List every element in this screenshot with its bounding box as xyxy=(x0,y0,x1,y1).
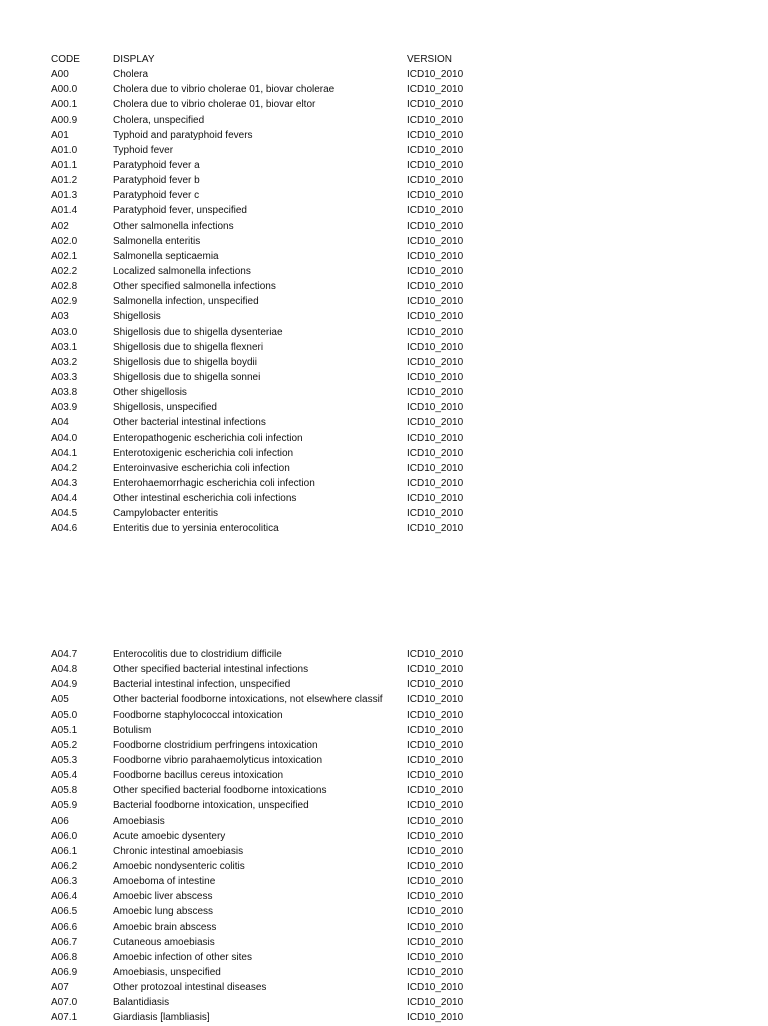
table-row xyxy=(51,294,491,309)
version-cell: ICD10_2010 xyxy=(407,491,463,506)
code-cell: A06.2 xyxy=(51,860,78,872)
display-cell: Other specified bacterial intestinal infections xyxy=(113,664,309,676)
display-cell: Shigellosis due to shigella flexneri xyxy=(113,341,264,353)
table-row xyxy=(51,506,491,521)
version-cell: ICD10_2010 xyxy=(407,370,463,385)
display-cell: Amoeboma of intestine xyxy=(113,876,216,888)
table-row xyxy=(51,173,491,188)
display-cell: Enterocolitis due to clostridium difficile xyxy=(113,649,282,660)
table-row xyxy=(51,995,491,1010)
code-cell: A05.2 xyxy=(51,739,78,751)
version-cell: ICD10_2010 xyxy=(407,738,463,753)
display-cell: Cholera due to vibrio cholerae 01, biovar eltor xyxy=(113,99,316,111)
code-cell: A06.1 xyxy=(51,845,78,857)
version-cell: ICD10_2010 xyxy=(407,128,463,143)
code-cell: A06.7 xyxy=(51,936,78,948)
code-cell: A06.0 xyxy=(51,830,78,842)
code-cell: A05.8 xyxy=(51,785,78,797)
version-cell: ICD10_2010 xyxy=(407,340,463,355)
column-header-code: CODE xyxy=(51,54,80,65)
display-cell: Amoebic infection of other sites xyxy=(113,951,252,963)
code-cell: A05.4 xyxy=(51,770,78,782)
display-cell: Paratyphoid fever b xyxy=(113,175,200,187)
code-cell: A04.5 xyxy=(51,508,78,520)
display-cell: Giardiasis [lambliasis] xyxy=(113,1012,210,1024)
display-cell: Amoebic liver abscess xyxy=(113,891,213,903)
table-row xyxy=(51,97,491,112)
code-cell: A03.2 xyxy=(51,356,78,368)
table-header-row xyxy=(51,52,491,67)
version-cell: ICD10_2010 xyxy=(407,829,463,844)
code-cell: A02.2 xyxy=(51,265,78,277)
version-cell: ICD10_2010 xyxy=(407,783,463,798)
table-row xyxy=(51,461,491,476)
version-cell: ICD10_2010 xyxy=(407,219,463,234)
table-row xyxy=(51,158,491,173)
table-row xyxy=(51,935,491,950)
display-cell: Other specified salmonella infections xyxy=(113,281,276,293)
version-cell: ICD10_2010 xyxy=(407,662,463,677)
version-cell: ICD10_2010 xyxy=(407,158,463,173)
version-cell: ICD10_2010 xyxy=(407,950,463,965)
table-row xyxy=(51,798,491,813)
display-cell: Other intestinal escherichia coli infections xyxy=(113,493,297,505)
table-row xyxy=(51,249,491,264)
code-cell: A02.0 xyxy=(51,235,78,247)
code-cell: A02.8 xyxy=(51,281,78,293)
code-cell: A01.0 xyxy=(51,144,78,156)
code-cell: A01.4 xyxy=(51,205,78,217)
display-cell: Typhoid fever xyxy=(113,144,174,156)
table-row xyxy=(51,647,491,662)
version-cell: ICD10_2010 xyxy=(407,920,463,935)
table-row xyxy=(51,692,491,707)
code-cell: A06.4 xyxy=(51,891,78,903)
code-cell: A06.9 xyxy=(51,966,78,978)
table-row xyxy=(51,431,491,446)
display-cell: Foodborne staphylococcal intoxication xyxy=(113,709,283,721)
code-cell: A03.9 xyxy=(51,402,78,414)
display-cell: Enterohaemorrhagic escherichia coli infection xyxy=(113,477,315,489)
version-cell: ICD10_2010 xyxy=(407,249,463,264)
table-row xyxy=(51,738,491,753)
table-row xyxy=(51,400,491,415)
version-cell: ICD10_2010 xyxy=(407,708,463,723)
version-cell: ICD10_2010 xyxy=(407,723,463,738)
display-cell: Other bacterial intestinal infections xyxy=(113,417,266,429)
code-cell: A04.4 xyxy=(51,493,78,505)
display-cell: Salmonella enteritis xyxy=(113,235,201,247)
code-cell: A04 xyxy=(51,417,69,429)
display-cell: Acute amoebic dysentery xyxy=(113,830,226,842)
column-header-display: DISPLAY xyxy=(113,54,155,65)
table-row xyxy=(51,188,491,203)
column-header-version: VERSION xyxy=(407,52,452,67)
code-cell: A05.9 xyxy=(51,800,78,812)
version-cell: ICD10_2010 xyxy=(407,446,463,461)
display-cell: Shigellosis due to shigella boydii xyxy=(113,356,257,368)
version-cell: ICD10_2010 xyxy=(407,82,463,97)
display-cell: Salmonella septicaemia xyxy=(113,250,219,262)
code-cell: A03.8 xyxy=(51,387,78,399)
display-cell: Typhoid and paratyphoid fevers xyxy=(113,129,253,141)
code-cell: A03 xyxy=(51,311,69,323)
version-cell: ICD10_2010 xyxy=(407,385,463,400)
code-cell: A07.0 xyxy=(51,997,78,1009)
version-cell: ICD10_2010 xyxy=(407,995,463,1010)
version-cell: ICD10_2010 xyxy=(407,325,463,340)
version-cell: ICD10_2010 xyxy=(407,768,463,783)
display-cell: Shigellosis, unspecified xyxy=(113,402,217,414)
code-cell: A00 xyxy=(51,69,69,81)
table-row xyxy=(51,415,491,430)
code-cell: A03.3 xyxy=(51,371,78,383)
version-cell: ICD10_2010 xyxy=(407,904,463,919)
table-row xyxy=(51,491,491,506)
version-cell: ICD10_2010 xyxy=(407,294,463,309)
code-cell: A05 xyxy=(51,694,69,706)
version-cell: ICD10_2010 xyxy=(407,400,463,415)
display-cell: Amoebiasis xyxy=(113,815,165,827)
version-cell: ICD10_2010 xyxy=(407,521,463,536)
code-cell: A01.1 xyxy=(51,159,78,171)
table-row xyxy=(51,279,491,294)
version-cell: ICD10_2010 xyxy=(407,506,463,521)
code-cell: A06.5 xyxy=(51,906,78,918)
table-row xyxy=(51,677,491,692)
version-cell: ICD10_2010 xyxy=(407,980,463,995)
code-cell: A02 xyxy=(51,220,69,232)
version-cell: ICD10_2010 xyxy=(407,234,463,249)
version-cell: ICD10_2010 xyxy=(407,173,463,188)
version-cell: ICD10_2010 xyxy=(407,965,463,980)
display-cell: Other salmonella infections xyxy=(113,220,234,232)
version-cell: ICD10_2010 xyxy=(407,1010,463,1025)
display-cell: Cholera, unspecified xyxy=(113,114,205,126)
code-cell: A04.0 xyxy=(51,432,78,444)
display-cell: Amoebic brain abscess xyxy=(113,921,217,933)
table-row xyxy=(51,874,491,889)
table-row xyxy=(51,340,491,355)
display-cell: Cholera xyxy=(113,69,149,81)
table-row xyxy=(51,219,491,234)
code-cell: A07.1 xyxy=(51,1012,78,1024)
display-cell: Other bacterial foodborne intoxications, not elsewhere classif xyxy=(113,694,383,706)
version-cell: ICD10_2010 xyxy=(407,264,463,279)
display-cell: Localized salmonella infections xyxy=(113,265,251,277)
table-row xyxy=(51,814,491,829)
display-cell: Other protozoal intestinal diseases xyxy=(113,982,267,994)
table-row xyxy=(51,753,491,768)
table-row xyxy=(51,829,491,844)
display-cell: Other specified bacterial foodborne intoxications xyxy=(113,785,327,797)
code-cell: A02.1 xyxy=(51,250,78,262)
display-cell: Paratyphoid fever a xyxy=(113,159,200,171)
table-body-page-2 xyxy=(51,647,491,1026)
code-cell: A04.6 xyxy=(51,523,78,535)
table-row xyxy=(51,1010,491,1025)
table-row xyxy=(51,980,491,995)
version-cell: ICD10_2010 xyxy=(407,188,463,203)
display-cell: Cutaneous amoebiasis xyxy=(113,936,215,948)
table-row xyxy=(51,385,491,400)
table-row xyxy=(51,67,491,82)
version-cell: ICD10_2010 xyxy=(407,431,463,446)
table-row xyxy=(51,768,491,783)
code-cell: A00.1 xyxy=(51,99,78,111)
table-row xyxy=(51,476,491,491)
code-cell: A01 xyxy=(51,129,69,141)
display-cell: Amoebic nondysenteric colitis xyxy=(113,860,245,872)
code-cell: A04.8 xyxy=(51,664,78,676)
display-cell: Foodborne vibrio parahaemolyticus intoxication xyxy=(113,754,323,766)
code-cell: A01.2 xyxy=(51,175,78,187)
display-cell: Chronic intestinal amoebiasis xyxy=(113,845,244,857)
code-cell: A05.0 xyxy=(51,709,78,721)
display-cell: Balantidiasis xyxy=(113,997,170,1009)
table-row xyxy=(51,783,491,798)
table-body-page-1 xyxy=(51,67,491,536)
display-cell: Shigellosis due to shigella dysenteriae xyxy=(113,326,283,338)
table-row xyxy=(51,446,491,461)
table-row xyxy=(51,82,491,97)
code-cell: A06.6 xyxy=(51,921,78,933)
table-row xyxy=(51,965,491,980)
table-row xyxy=(51,264,491,279)
version-cell: ICD10_2010 xyxy=(407,97,463,112)
version-cell: ICD10_2010 xyxy=(407,143,463,158)
display-cell: Paratyphoid fever c xyxy=(113,190,200,202)
code-cell: A07 xyxy=(51,982,69,994)
display-cell: Cholera due to vibrio cholerae 01, biovar cholerae xyxy=(113,84,335,96)
table-row xyxy=(51,723,491,738)
version-cell: ICD10_2010 xyxy=(407,798,463,813)
table-row xyxy=(51,950,491,965)
display-cell: Salmonella infection, unspecified xyxy=(113,296,259,308)
version-cell: ICD10_2010 xyxy=(407,461,463,476)
code-cell: A00.0 xyxy=(51,84,78,96)
table-row xyxy=(51,889,491,904)
display-cell: Campylobacter enteritis xyxy=(113,508,219,520)
table-row xyxy=(51,234,491,249)
version-cell: ICD10_2010 xyxy=(407,279,463,294)
code-cell: A04.2 xyxy=(51,462,78,474)
code-cell: A04.9 xyxy=(51,679,78,691)
table-row xyxy=(51,708,491,723)
display-cell: Enteritis due to yersinia enterocolitica xyxy=(113,523,279,535)
version-cell: ICD10_2010 xyxy=(407,309,463,324)
version-cell: ICD10_2010 xyxy=(407,935,463,950)
display-cell: Amoebiasis, unspecified xyxy=(113,966,221,978)
display-cell: Shigellosis due to shigella sonnei xyxy=(113,371,261,383)
display-cell: Bacterial intestinal infection, unspecified xyxy=(113,679,291,691)
code-cell: A06.3 xyxy=(51,876,78,888)
display-cell: Shigellosis xyxy=(113,311,161,323)
version-cell: ICD10_2010 xyxy=(407,814,463,829)
display-cell: Botulism xyxy=(113,724,152,736)
version-cell: ICD10_2010 xyxy=(407,476,463,491)
table-row xyxy=(51,844,491,859)
code-cell: A04.3 xyxy=(51,477,78,489)
version-cell: ICD10_2010 xyxy=(407,647,463,662)
version-cell: ICD10_2010 xyxy=(407,415,463,430)
display-cell: Foodborne bacillus cereus intoxication xyxy=(113,770,284,782)
code-cell: A06 xyxy=(51,815,69,827)
table-row xyxy=(51,143,491,158)
display-cell: Enteroinvasive escherichia coli infection xyxy=(113,462,290,474)
version-cell: ICD10_2010 xyxy=(407,203,463,218)
code-cell: A05.3 xyxy=(51,754,78,766)
table-row xyxy=(51,309,491,324)
code-table-page-2 xyxy=(51,647,491,1026)
table-row xyxy=(51,128,491,143)
table-row xyxy=(51,325,491,340)
table-row xyxy=(51,113,491,128)
version-cell: ICD10_2010 xyxy=(407,113,463,128)
table-row xyxy=(51,521,491,536)
display-cell: Enteropathogenic escherichia coli infection xyxy=(113,432,303,444)
code-cell: A02.9 xyxy=(51,296,78,308)
version-cell: ICD10_2010 xyxy=(407,874,463,889)
table-row xyxy=(51,662,491,677)
display-cell: Bacterial foodborne intoxication, unspecified xyxy=(113,800,309,812)
version-cell: ICD10_2010 xyxy=(407,753,463,768)
code-cell: A05.1 xyxy=(51,724,78,736)
table-row xyxy=(51,920,491,935)
table-row xyxy=(51,904,491,919)
table-row xyxy=(51,203,491,218)
display-cell: Enterotoxigenic escherichia coli infection xyxy=(113,447,294,459)
display-cell: Other shigellosis xyxy=(113,387,187,399)
code-cell: A04.1 xyxy=(51,447,78,459)
table-row xyxy=(51,355,491,370)
display-cell: Foodborne clostridium perfringens intoxication xyxy=(113,739,318,751)
display-cell: Amoebic lung abscess xyxy=(113,906,214,918)
version-cell: ICD10_2010 xyxy=(407,692,463,707)
display-cell: Paratyphoid fever, unspecified xyxy=(113,205,247,217)
code-cell: A01.3 xyxy=(51,190,78,202)
code-cell: A03.1 xyxy=(51,341,78,353)
table-row xyxy=(51,859,491,874)
table-row xyxy=(51,370,491,385)
code-cell: A04.7 xyxy=(51,649,78,660)
code-cell: A00.9 xyxy=(51,114,78,126)
code-cell: A06.8 xyxy=(51,951,78,963)
code-table-page-1 xyxy=(51,52,491,537)
version-cell: ICD10_2010 xyxy=(407,677,463,692)
code-cell: A03.0 xyxy=(51,326,78,338)
version-cell: ICD10_2010 xyxy=(407,67,463,82)
version-cell: ICD10_2010 xyxy=(407,844,463,859)
version-cell: ICD10_2010 xyxy=(407,889,463,904)
version-cell: ICD10_2010 xyxy=(407,859,463,874)
version-cell: ICD10_2010 xyxy=(407,355,463,370)
